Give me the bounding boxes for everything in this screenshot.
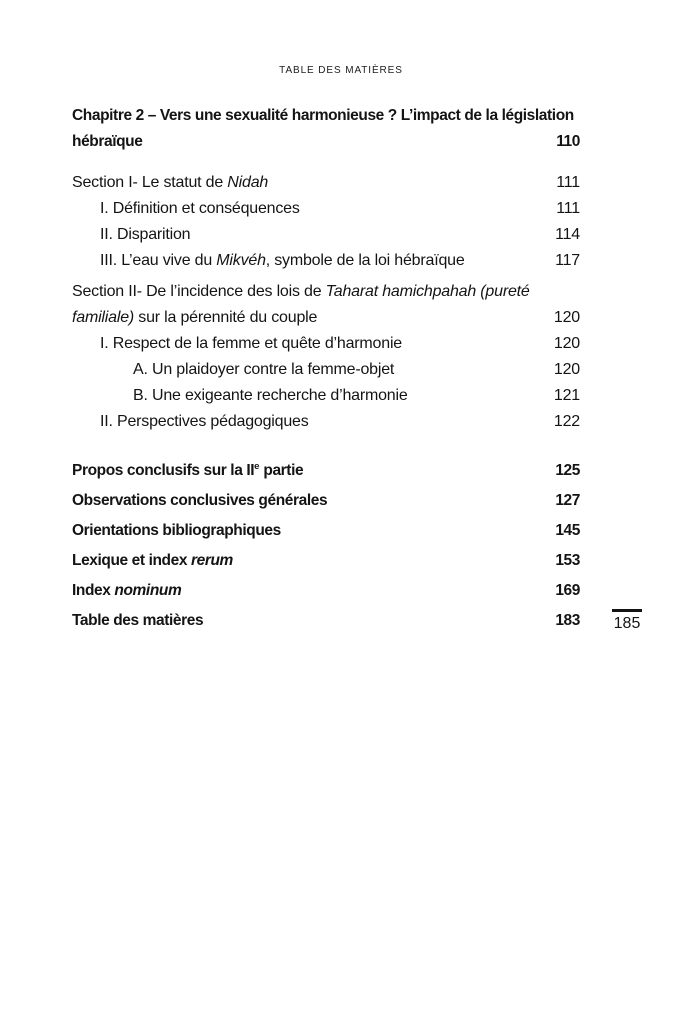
toc-entry-page-number: 153	[555, 552, 580, 569]
toc-entry-title	[72, 456, 580, 486]
toc-title-superscript: e	[254, 460, 260, 472]
toc-entry-page-number: 110	[556, 133, 580, 150]
toc-title-segment: Orientations bibliographiques	[72, 522, 281, 539]
toc-entry-page-number: 169	[555, 582, 580, 599]
toc-entry-page-number: 127	[555, 492, 580, 509]
toc-entry	[72, 383, 580, 409]
toc-title-segment: Section II- De l’incidence des lois de	[72, 283, 326, 300]
toc-title-segment: Index	[72, 582, 115, 599]
toc-entry-page-number: 122	[553, 413, 580, 430]
toc-entry-title	[72, 331, 580, 357]
toc-title-segment: Chapitre 2 – Vers une sexualité harmonieuse ? L’impact de la législation	[72, 107, 574, 124]
toc-entry-page-number: 117	[555, 252, 580, 269]
toc-title-segment: , symbole de la loi hébraïque	[265, 252, 465, 269]
toc-title-segment: A. Un plaidoyer contre la femme-objet	[133, 361, 395, 378]
toc-entry	[72, 546, 580, 576]
toc-entry-title	[72, 222, 580, 248]
toc-title-italic-segment: Taharat hamichpahah (pureté	[325, 283, 530, 300]
toc-entry-title	[72, 279, 580, 331]
toc-title-segment: II. Disparition	[100, 226, 191, 243]
toc-title-segment: Propos conclusifs sur la II	[72, 462, 255, 479]
toc-entry	[72, 248, 580, 274]
toc-title-italic-segment: Nidah	[227, 174, 269, 191]
running-header: TABLE DES MATIÈRES	[279, 65, 403, 76]
toc-group-backmatter	[72, 456, 580, 636]
toc-title-segment: Observations conclusives générales	[72, 492, 328, 509]
toc-entry-page-number: 120	[553, 309, 580, 326]
toc-entry-page-number: 120	[553, 361, 580, 378]
folio-rule	[612, 609, 642, 612]
toc-entry-title	[72, 546, 580, 576]
toc-entry	[72, 170, 580, 196]
toc-title-segment: I. Respect de la femme et quête d’harmonie	[100, 335, 402, 352]
toc-entry-title	[72, 516, 580, 546]
toc-entry	[72, 196, 580, 222]
toc-entry-title	[72, 606, 580, 636]
toc-entry-page-number: 111	[556, 200, 580, 217]
toc-group-section	[72, 170, 580, 274]
table-of-contents	[72, 103, 580, 636]
toc-entry-title	[72, 103, 580, 155]
toc-entry-title	[72, 248, 580, 274]
toc-title-segment: III. L’eau vive du	[100, 252, 217, 269]
toc-entry	[72, 222, 580, 248]
toc-entry	[72, 456, 580, 486]
toc-entry	[72, 103, 580, 155]
folio-block	[603, 609, 651, 633]
toc-title-segment: hébraïque	[72, 133, 143, 150]
toc-title-italic-segment: familiale)	[72, 309, 135, 326]
toc-entry-page-number: 114	[555, 226, 580, 243]
toc-entry-title	[72, 170, 580, 196]
toc-entry-title	[72, 409, 580, 435]
toc-title-segment: Table des matières	[72, 612, 204, 629]
toc-entry-title	[72, 357, 580, 383]
toc-entry	[72, 606, 580, 636]
toc-title-italic-segment: nominum	[114, 582, 182, 599]
toc-entry-title	[72, 196, 580, 222]
toc-entry	[72, 576, 580, 606]
toc-title-italic-segment: Mikvéh	[216, 252, 266, 269]
toc-title-segment: sur la pérennité du couple	[134, 309, 318, 326]
toc-title-segment: partie	[259, 462, 304, 479]
toc-title-italic-segment: rerum	[190, 552, 233, 569]
toc-entry-page-number: 183	[555, 612, 580, 629]
toc-entry-title	[72, 383, 580, 409]
toc-title-segment: Section I- Le statut de	[72, 174, 228, 191]
toc-entry	[72, 279, 580, 331]
toc-entry-title	[72, 576, 580, 606]
toc-group-chapter	[72, 103, 580, 155]
toc-entry	[72, 331, 580, 357]
toc-title-segment: I. Définition et conséquences	[100, 200, 300, 217]
toc-entry-page-number: 125	[555, 462, 580, 479]
toc-entry-page-number: 111	[556, 174, 580, 191]
toc-group-section	[72, 279, 580, 435]
toc-entry	[72, 486, 580, 516]
toc-entry	[72, 357, 580, 383]
toc-entry-title	[72, 486, 580, 516]
toc-entry-page-number: 121	[553, 387, 580, 404]
folio-page-number: 185	[613, 615, 641, 632]
toc-entry-page-number: 120	[553, 335, 580, 352]
toc-title-segment: II. Perspectives pédagogiques	[100, 413, 309, 430]
toc-entry-page-number: 145	[555, 522, 580, 539]
toc-entry	[72, 516, 580, 546]
toc-title-segment: B. Une exigeante recherche d’harmonie	[133, 387, 408, 404]
toc-entry	[72, 409, 580, 435]
toc-title-segment: Lexique et index	[72, 552, 191, 569]
